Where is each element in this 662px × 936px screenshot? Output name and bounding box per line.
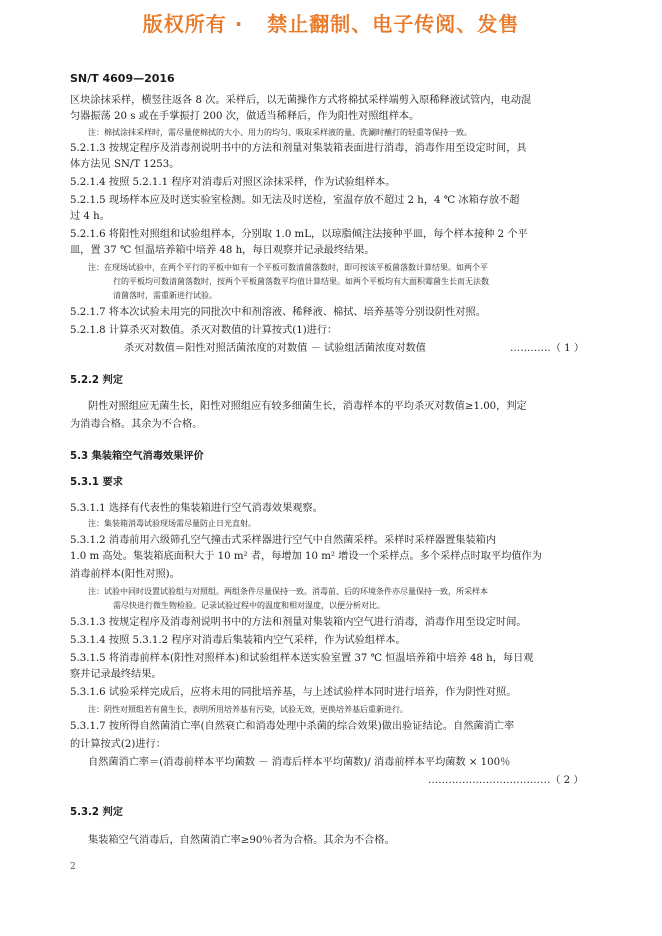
standard-code: SN/T 4609—2016 (70, 72, 175, 85)
formula-2: 自然菌消亡率＝(消毒前样本平均菌数 － 消毒后样本平均菌数)/ 消毒前样本平均菌数 × 100％ (88, 757, 511, 768)
clause-5-2-1-4: 5.2.1.4 按照 5.2.1.1 程序对消毒后对照区涂抹采样，作为试验组样本。 (70, 177, 396, 188)
heading-5-3: 5.3 集装箱空气消毒效果评价 (70, 451, 204, 462)
formula-2-number: ………………………………（ 2 ） (428, 775, 584, 786)
clause-5-3-1-5: 5.3.1.5 将消毒前样本(阳性对照样本)和试验组样本送实验室置 37 ℃ 恒温培养箱中培养 48 h，每日观 (70, 653, 534, 664)
note-line: 清菌落时，需重新进行试验。 (113, 291, 217, 300)
clause-5-3-1-2: 5.3.1.2 消毒前用六级筛孔空气撞击式采样器进行空气中自然菌采样。采样时采样器置集装箱内 (70, 535, 497, 546)
note-line: 注：集装箱消毒试验现场需尽量防止日光直射。 (88, 519, 256, 528)
body-line: 的计算按式(2)进行： (70, 739, 166, 750)
watermark: 版权所有 · 禁止翻制、电子传阅、发售 (142, 12, 520, 36)
clause-5-3-1-4: 5.3.1.4 按照 5.3.1.2 程序对消毒后集装箱内空气采样，作为试验组样本。 (70, 635, 406, 646)
body-line: 皿，置 37 ℃ 恒温培养箱中培养 48 h，每日观察并记录最终结果。 (70, 245, 375, 256)
clause-5-2-1-6: 5.2.1.6 将阳性对照组和试验组样本，分别取 1.0 mL，以琼脂倾注法接种平皿，每个样本接种 2 个平 (70, 229, 528, 240)
body-line: 区块涂抹采样，横竖往返各 8 次。采样后，以无菌操作方式将棉拭采样端剪入原稀释液试管内，电动混 (70, 95, 532, 106)
clause-5-3-1-7: 5.3.1.7 按所得自然菌消亡率(自然衰亡和消毒处理中杀菌的综合效果)做出验证结论。自然菌消亡率 (70, 721, 515, 732)
clause-5-2-1-8: 5.2.1.8 计算杀灭对数值。杀灭对数值的计算按式(1)进行： (70, 325, 338, 336)
heading-5-3-1: 5.3.1 要求 (70, 477, 123, 488)
body-line: 体方法见 SN/T 1253。 (70, 159, 180, 170)
heading-5-2-2: 5.2.2 判定 (70, 375, 123, 386)
body-line: 为消毒合格。其余为不合格。 (70, 419, 203, 430)
note-line: 需尽快进行微生物检验。记录试验过程中的温度和相对湿度，以便分析对比。 (113, 601, 385, 610)
body-line: 集装箱空气消毒后，自然菌消亡率≥90％者为合格。其余为不合格。 (88, 835, 395, 846)
body-line: 匀器振荡 20 s 或在手掌振打 200 次，做适当稀释后，作为阳性对照组样本。 (70, 111, 420, 122)
note-line: 注：阴性对照组若有菌生长，表明所用培养基有污染，试验无效，更换培养基后重新进行。 (88, 705, 408, 714)
clause-5-3-1-3: 5.3.1.3 按规定程序及消毒剂说明书中的方法和剂量对集装箱内空气进行消毒，消毒作用至设定时间。 (70, 617, 527, 628)
note-line: 行的平板均可数清菌落数时，按两个平板菌落数平均值计算结果。如两个平板均有大面积霉菌生长而无法数 (113, 277, 489, 286)
note-line: 注：试验中同时设置试验组与对照组。两组条件尽量保持一致。消毒前、后的环境条件亦尽量保持一致，所采样本 (88, 587, 488, 596)
body-line: 过 4 h。 (70, 211, 110, 222)
heading-5-3-2: 5.3.2 判定 (70, 807, 123, 818)
clause-5-2-1-3: 5.2.1.3 按规定程序及消毒剂说明书中的方法和剂量对集装箱表面进行消毒，消毒作用至设定时间，具 (70, 143, 527, 154)
note-line: 注：棉拭涂抹采样时，需尽量使棉拭的大小、用力的均匀、吸取采样液的量、洗涮时蘸打的轻重等保持一致。 (88, 128, 472, 137)
clause-5-2-1-5: 5.2.1.5 现场样本应及时送实验室检测。如无法及时送检，室温存放不超过 2 h，4 ℃ 冰箱存放不超 (70, 195, 520, 206)
body-line: 阴性对照组应无菌生长，阳性对照组应有较多细菌生长，消毒样本的平均杀灭对数值≥1.00，判定 (88, 401, 527, 412)
body-line: 消毒前样本(阳性对照)。 (70, 569, 180, 580)
clause-5-2-1-7: 5.2.1.7 将本次试验未用完的同批次中和剂溶液、稀释液、棉拭、培养基等分别设阴性对照。 (70, 307, 486, 318)
body-line: 1.0 m 高处。集装箱底面积大于 10 m² 者，每增加 10 m² 增设一个采样点。多个采样点时取平均值作为 (70, 551, 542, 562)
formula-1-number: …………（ 1 ） (510, 343, 585, 354)
formula-1: 杀灭对数值＝阳性对照活菌浓度的对数值 － 试验组活菌浓度对数值 (124, 343, 426, 354)
body-line: 察并记录最终结果。 (70, 669, 162, 680)
clause-5-3-1-6: 5.3.1.6 试验采样完成后，应将未用的同批培养基，与上述试验样本同时进行培养，作为阴性对照。 (70, 687, 517, 698)
clause-5-3-1-1: 5.3.1.1 选择有代表性的集装箱进行空气消毒效果观察。 (70, 503, 323, 514)
page-number: 2 (70, 862, 76, 872)
note-line: 注：在现场试验中，在两个平行的平板中如有一个平板可数清菌落数时，即可按该平板菌落数计算结果。如两个平 (88, 263, 488, 272)
